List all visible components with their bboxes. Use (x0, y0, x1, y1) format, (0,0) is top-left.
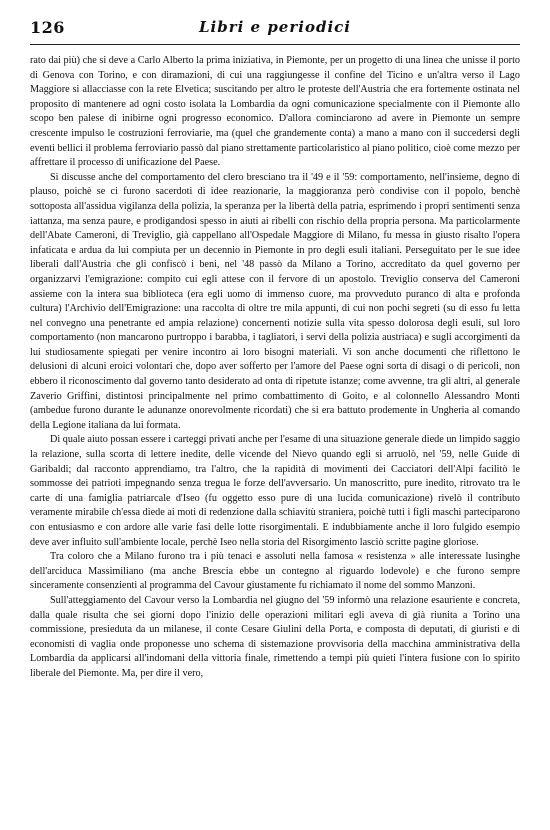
paragraph: Si discusse anche del comportamento del clero bresciano tra il '49 e il '59: comportamento, nell'insieme, degno di plauso, poichè se ci furono sacerdoti di idee reazionarie, la maggioranza però condivise con il popolo, benchè sottoposta all'assidua vigilanza della polizia, la speranza per la libertà della patria, esprimendo i propri sentimenti senza iattanza, ma senza paure, e prodigandosi spesso in aiuti ai ribelli con rischio della propria persona. Ma particolarmente dell'Abate Cameroni, di Treviglio, già cappellano all'Ospedale Maggiore di Milano, fu messa in giusto risalto l'opera infaticata e ardua da lui compiuta per un decennio in Piemonte in pro degli esuli italiani. Perseguitato per le sue idee liberali dall'Austria che gli confiscò i beni, nel '48 passò da Milano a Torino, accreditato da quel governo per organizzarvi l'emigrazione: compito cui egli attese con il fervore di un apostolo. Treviglio conserva del Cameroni assieme con la intera sua biblioteca (era egli uomo di immenso cuore, ma provveduto puranco di alta e profonda cultura) l'Archivio dell'Emigrazione: una raccolta di oltre tre mila appunti, di cui non pochi segreti (su di esso fu letta nel convegno una penetrante ed ampia relazione) concernenti notizie sulla vita spesso dolorosa degli esuli, sul loro comportamento (non mancarono purtroppo i barabba, i tagliatori, i servi della polizia austriaca) e sugli accorgimenti da lui studiosamente spiegati per venire incontro ai loro bisogni materiali. Vi son anche documenti che riflettono le delusioni di alcuni eroici volontari che, dopo aver sofferto per l'amore del Paese ogni sorta di disagi o di pericoli, non ebbero il riconoscimento dal governo tanto desiderato ad onta di ripetute istanze; come avvenne, tra gli altri, al generale Zaverio Griffini, distintosi principalmente nel primo combattimento di Goito, e al colonnello Alessandro Monti (ambedue furono durante le adunanze onorevolmente ricordati) che si era battuto prodemente in Ungheria al comando della Legione italiana da lui formata. (30, 171, 520, 431)
header-rule (30, 44, 520, 45)
paragraph: Sull'atteggiamento del Cavour verso la Lombardia nel giugno del '59 informò una relazione esauriente e concreta, dalla quale risulta che sei giorni dopo l'inizio delle operazioni militari egli aveva di già riunita a Torino una commissione, presieduta da un milanese, il conte Cesare Giulini della Porta, e composta di deputati, di giuristi e di economisti di vaglia onde proponesse uno schema di sistemazione provvisoria della macchina amministrativa della Lombardia da applicarsi all'indomani della vittoria finale, rimettendo a tempi più quieti l'intera fusione con lo spirito liberale del Piemonte. Ma, per dire il vero, (30, 594, 520, 679)
page-number: 126 (30, 18, 65, 37)
body-text (30, 54, 520, 682)
paragraph: rato dai più) che si deve a Carlo Alberto la prima iniziativa, in Piemonte, per un progetto di una linea che unisse il porto di Genova con Torino, e con diramazioni, di cui una raggiungesse il confine del Ticino e un'altra verso il Lago Maggiore si allacciasse con la rete Elvetica; suscitando per altro le proteste dell'Austria che era fortemente ostinata nel proposito di mantenere ad ogni costo isolata la Lombardia da ogni comunicazione specialmente con il Piemonte allo scopo ben palese di inibirne ogni progresso economico. D'allora cominciarono ad avere in Piemonte un sempre crescente impulso le costruzioni ferroviarie, ma (quel che grandemente conta) a mano a mano con il succedersi degli eventi bellici il problema ferroviario passò dal piano strettamente particolaristico al piano politico, cioè come mezzo per affrettare il processo di unificazione del Paese. (30, 55, 520, 169)
paragraph: Di quale aiuto possan essere i carteggi privati anche per l'esame di una situazione generale diede un limpido saggio la relazione, sulla scorta di lettere inedite, delle vicende del Nievo quando egli si arruolò, nel '59, nelle Guide di Garibaldi; dal racconto apprendiamo, tra l'altro, che la rapidità di movimenti dei Cacciatori dell'Alpi facilitò le sommosse dei patrioti impegnando senza tregua le forze dell'avversario. Un manoscritto, pure inedito, ritrovato tra le carte di una famiglia patriarcale d'Iseo (fu oggetto esso pure di una lucida comunicazione) rivelò il contributo veramente mirabile ch'essa diede ai moti di redenzione dalla schiavitù straniera, poichè tutti i figli maschi parteciparono con entusiasmo e con ardore alle varie fasi delle lotte risorgimentali. E indubbiamente anche il loro fulgido esempio deve aver influito sull'ambiente locale, perchè Iseo nella storia del Risorgimento lasciò scritte pagine gloriose. (30, 434, 520, 548)
running-head: Libri e periodici (199, 18, 351, 36)
page-header (30, 18, 520, 40)
paragraph: Tra coloro che a Milano furono tra i più tenaci e assoluti nella famosa « resistenza » alle interessate lusinghe dell'arciduca Massimiliano (ma anche Brescia ebbe un contegno al riguardo lodevole) e che furono sempre sinceramente consenzienti al programma del Cavour giustamente fu richiamato il nome del sommo Manzoni. (30, 551, 520, 592)
